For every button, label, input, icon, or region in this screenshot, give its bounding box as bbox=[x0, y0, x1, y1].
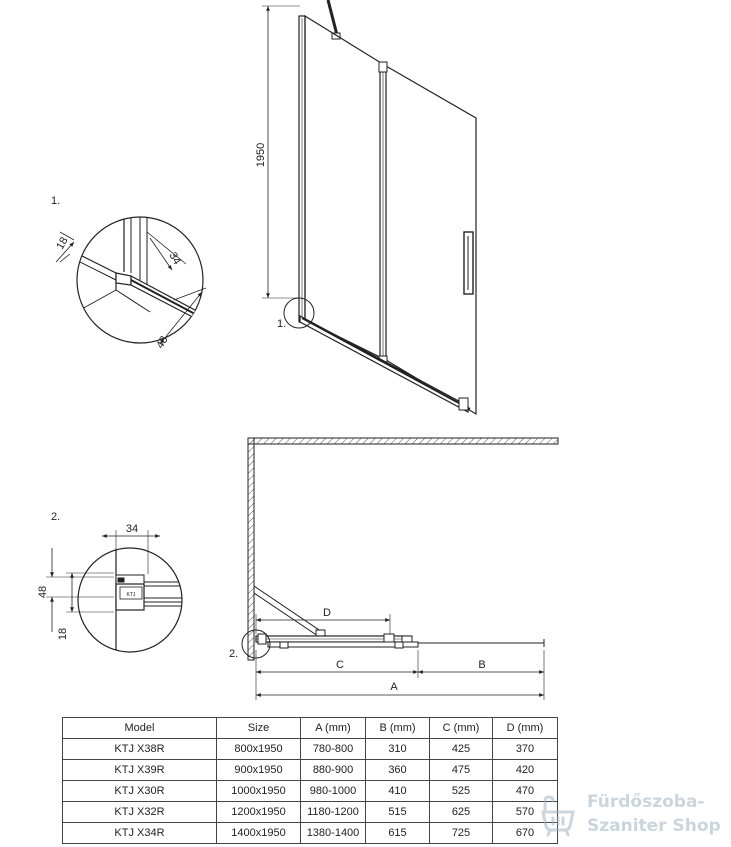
cell-b: 515 bbox=[366, 802, 430, 823]
header-a: A (mm) bbox=[301, 718, 366, 739]
dim-d-label: D bbox=[323, 607, 331, 619]
table-header-row bbox=[63, 718, 558, 739]
cell-a: 980-1000 bbox=[301, 781, 366, 802]
cell-model: KTJ X30R bbox=[63, 781, 217, 802]
cell-d: 570 bbox=[493, 802, 558, 823]
cell-c: 525 bbox=[430, 781, 493, 802]
header-b: B (mm) bbox=[366, 718, 430, 739]
table-row bbox=[63, 739, 558, 760]
profile-tag: KTJ bbox=[126, 592, 136, 598]
sliding-glass-panel bbox=[386, 66, 476, 414]
dim-b-label: B bbox=[478, 659, 486, 671]
detail-2-marker: 2. bbox=[51, 511, 61, 523]
table-row bbox=[63, 760, 558, 781]
cell-size: 900x1950 bbox=[217, 760, 301, 781]
cell-c: 475 bbox=[430, 760, 493, 781]
cell-c: 625 bbox=[430, 802, 493, 823]
cell-c: 425 bbox=[430, 739, 493, 760]
cell-size: 1000x1950 bbox=[217, 781, 301, 802]
header-size: Size bbox=[217, 718, 301, 739]
cell-d: 370 bbox=[493, 739, 558, 760]
cell-a: 1380-1400 bbox=[301, 823, 366, 844]
cell-model: KTJ X38R bbox=[63, 739, 217, 760]
cell-a: 880-900 bbox=[301, 760, 366, 781]
detail-2-dim-34: 34 bbox=[125, 523, 139, 535]
detail-2-dim-18: 18 bbox=[57, 627, 69, 641]
detail-1-zoom bbox=[56, 210, 210, 344]
table-row bbox=[63, 802, 558, 823]
cell-model: KTJ X39R bbox=[63, 760, 217, 781]
watermark-line-2: Szaniter Shop bbox=[587, 816, 721, 836]
cell-size: 1200x1950 bbox=[217, 802, 301, 823]
fixed-glass-panel bbox=[305, 16, 386, 360]
watermark-line-1: Fürdőszoba- bbox=[587, 792, 705, 812]
cell-a: 1180-1200 bbox=[301, 802, 366, 823]
detail-1-dim-18: 18 bbox=[54, 235, 71, 252]
table-row bbox=[63, 781, 558, 802]
plan-stabilizer bbox=[254, 586, 322, 636]
dim-c-label: C bbox=[336, 659, 344, 671]
cell-size: 1400x1950 bbox=[217, 823, 301, 844]
cell-model: KTJ X34R bbox=[63, 823, 217, 844]
cell-model: KTJ X32R bbox=[63, 802, 217, 823]
elevation-view bbox=[262, 0, 476, 414]
header-model: Model bbox=[63, 718, 217, 739]
cell-b: 410 bbox=[366, 781, 430, 802]
table-row bbox=[63, 823, 558, 844]
plan-view bbox=[242, 438, 558, 700]
height-label: 1950 bbox=[255, 142, 267, 168]
cell-d: 670 bbox=[493, 823, 558, 844]
dim-a-label: A bbox=[390, 681, 398, 693]
wall-left bbox=[248, 438, 254, 660]
height-dimension bbox=[262, 6, 300, 298]
detail-1-dim-34: 34 bbox=[166, 250, 183, 267]
cell-c: 725 bbox=[430, 823, 493, 844]
detail-2-dim-48: 48 bbox=[37, 585, 49, 599]
specs-table bbox=[62, 717, 558, 844]
wall-top bbox=[248, 438, 558, 444]
cell-size: 800x1950 bbox=[217, 739, 301, 760]
detail-1-dim-48: 48 bbox=[154, 334, 171, 351]
cell-b: 310 bbox=[366, 739, 430, 760]
cell-b: 615 bbox=[366, 823, 430, 844]
header-c: C (mm) bbox=[430, 718, 493, 739]
cell-b: 360 bbox=[366, 760, 430, 781]
detail-1-ref: 1. bbox=[277, 318, 287, 330]
cell-a: 780-800 bbox=[301, 739, 366, 760]
detail-2-ref: 2. bbox=[229, 648, 239, 660]
watermark bbox=[535, 788, 731, 840]
detail-1-marker: 1. bbox=[51, 195, 61, 207]
cell-d: 470 bbox=[493, 781, 558, 802]
stabilizer-bar bbox=[328, 0, 340, 39]
bathtub-icon bbox=[535, 792, 581, 838]
door-handle bbox=[464, 232, 473, 294]
header-d: D (mm) bbox=[493, 718, 558, 739]
cell-d: 420 bbox=[493, 760, 558, 781]
